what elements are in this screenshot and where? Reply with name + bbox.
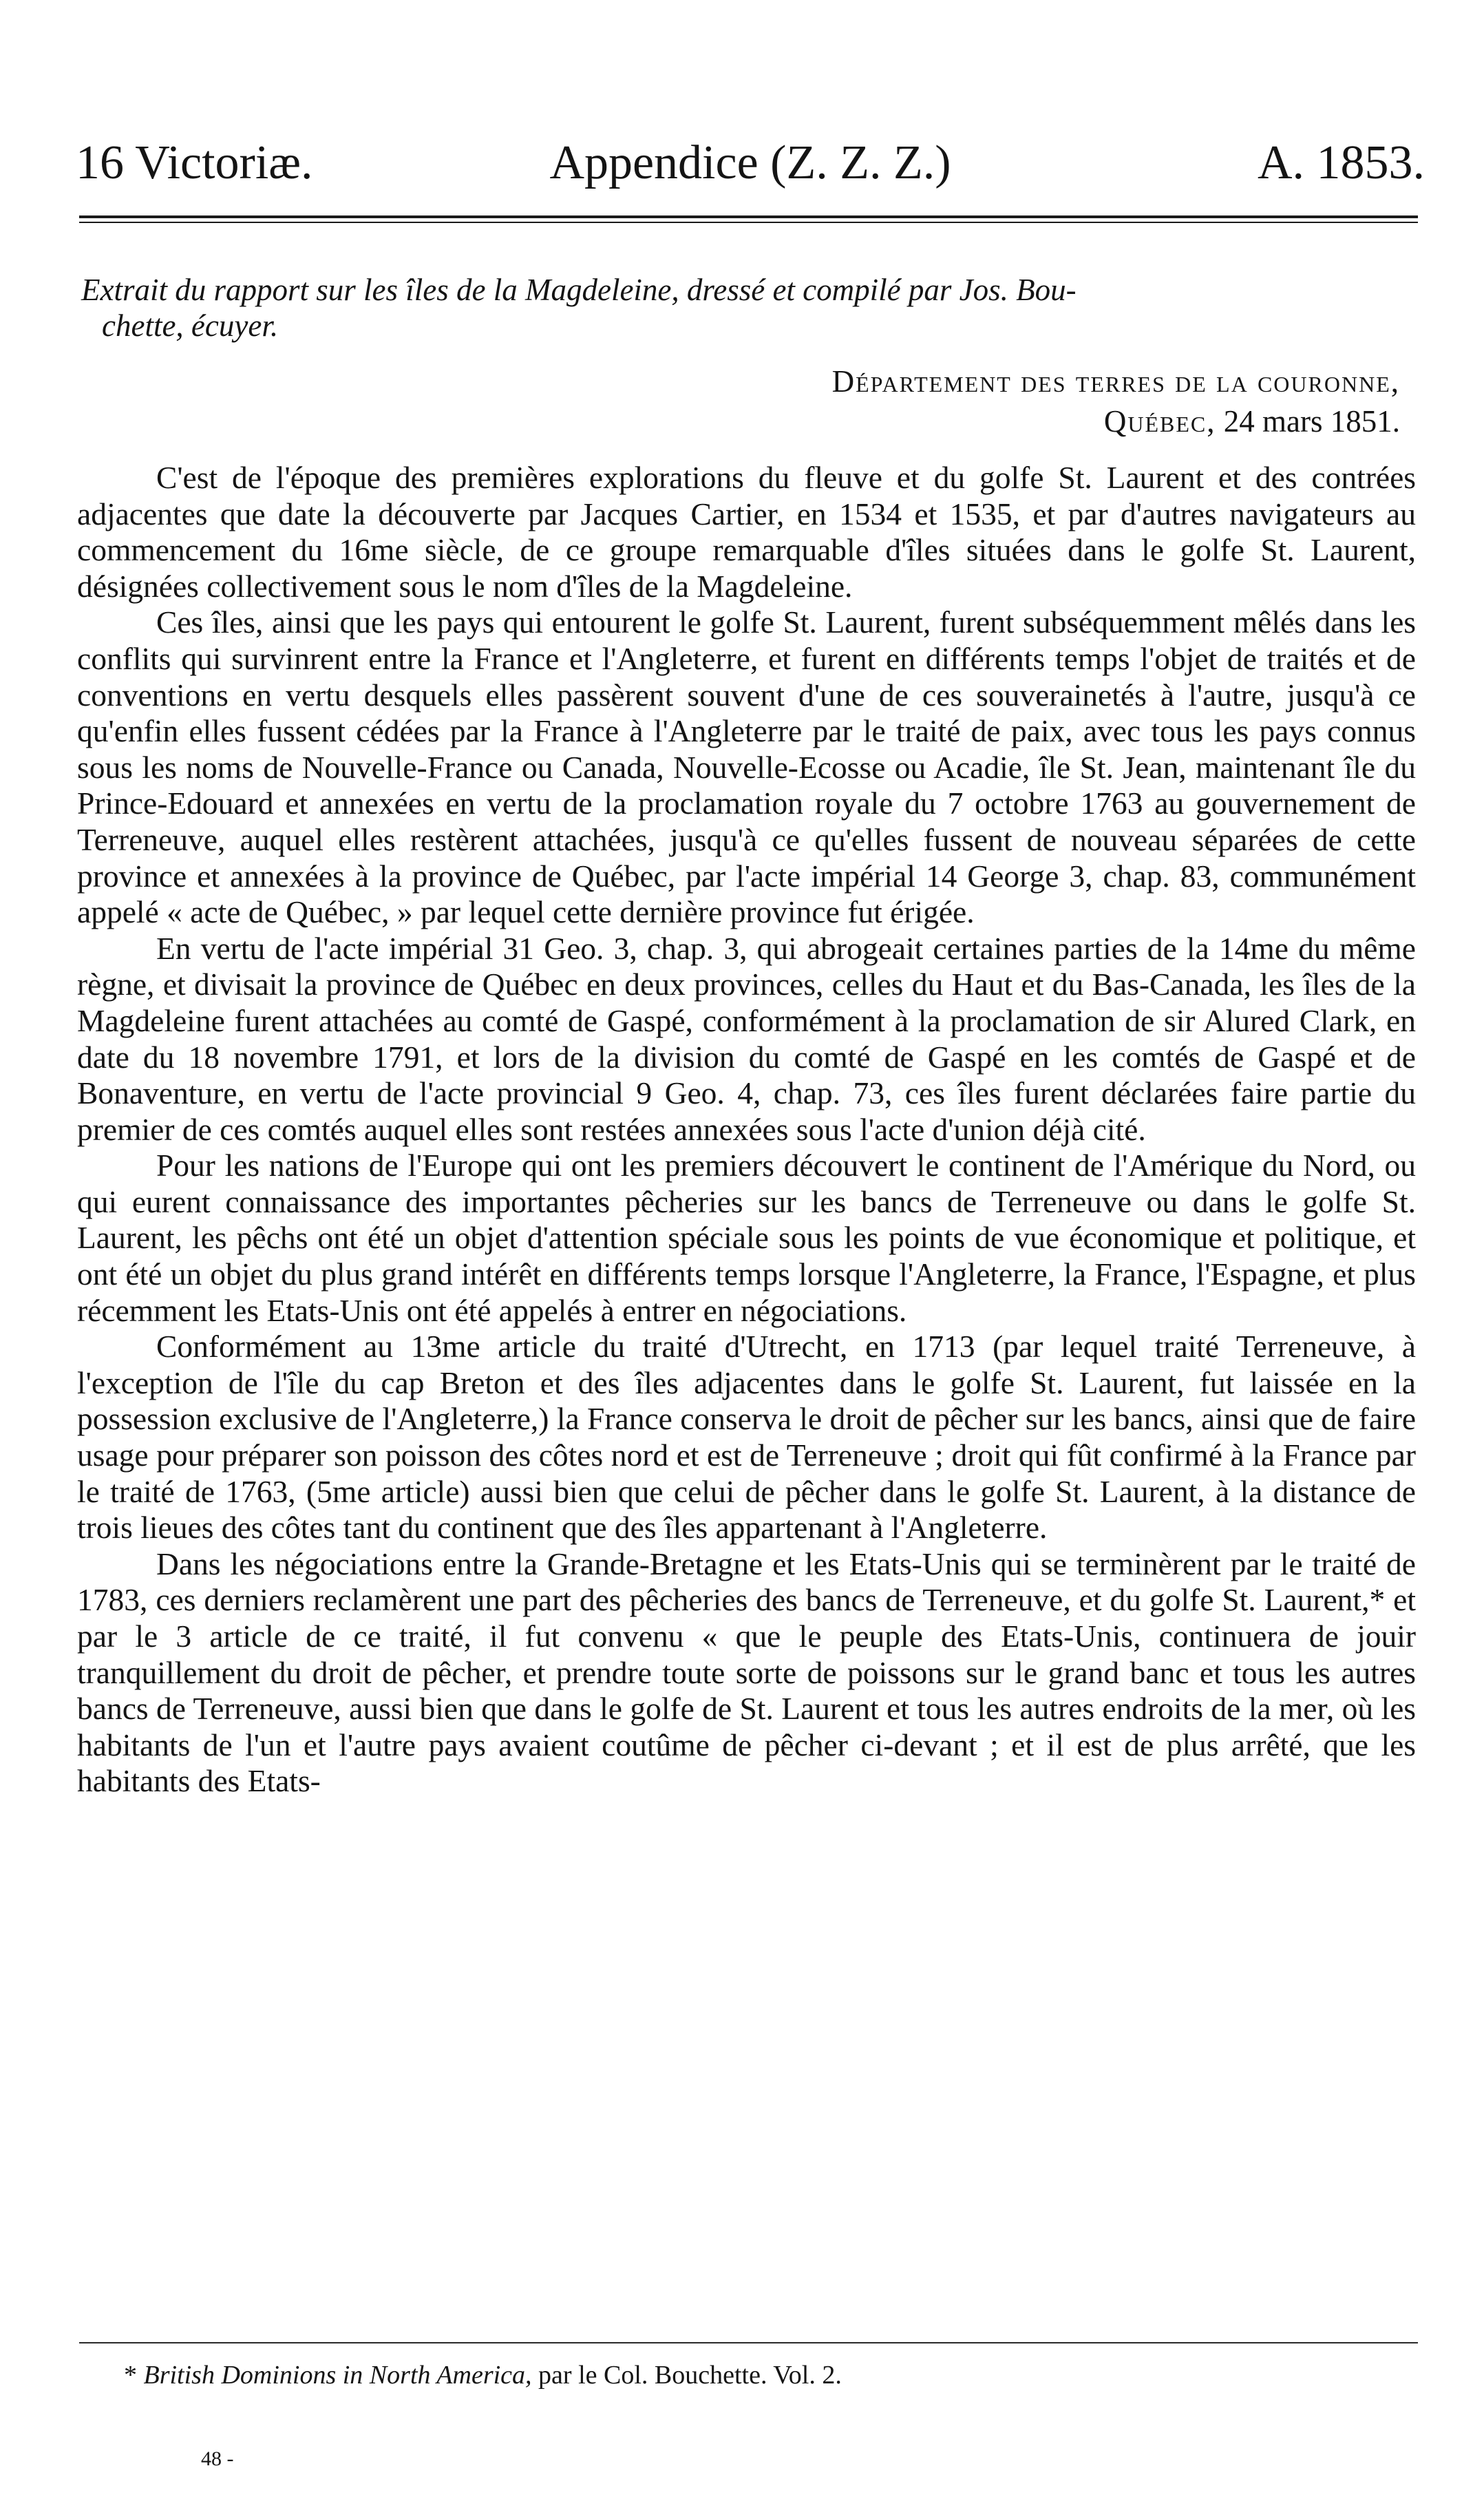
body-text (77, 460, 1416, 1800)
paragraph-5: Conformément au 13me article du traité d'Utrecht, en 1713 (par lequel traité Terreneuve, à l'exception de l'île du cap Breton et des îles adjacentes dans le golfe St. Laurent, fut laissée en la possession exclusive de l'Angleterre,) la France conserva le droit de pêcher sur les bancs, ainsi que de faire usage pour préparer son poisson des côtes nord et est de Terreneuve ; droit qui fût confirmé à la France par le traité de 1763, (5me article) aussi bien que celui de pêcher dans le golfe St. Laurent, à la distance de trois lieues des côtes tant du continent que des îles appartenant à l'Angleterre. (77, 1329, 1417, 1546)
header-year: A. 1853. (1257, 136, 1425, 189)
footnote (124, 2358, 1363, 2392)
paragraph-1: C'est de l'époque des premières explorations du fleuve et du golfe St. Laurent et des contrées adjacentes que date la découverte par Jacques Cartier, en 1534 et 1535, et par d'autres navigateurs au commencement du 16me siècle, de ce groupe remarquable d'îles situées dans le golfe St. Laurent, désignées collectivement sous le nom d'îles de la Magdeleine. (77, 460, 1416, 604)
dateline (436, 361, 1400, 441)
dateline-department: Département des terres de la couronne, (831, 364, 1400, 399)
paragraph-4: Pour les nations de l'Europe qui ont les premiers découvert le continent de l'Amérique du Nord, ou qui eurent connaissance des importantes pêcheries sur les bancs de Terreneuve ou dans le golfe St. Laurent, les pêchs ont été un objet d'attention spéciale sous les points de vue économique et politique, et ont été un objet du plus grand intérêt en différents temps lorsque l'Angleterre, la France, l'Espagne, et plus récemment les Etats-Unis ont été appelés à entrer en négociations. (77, 1148, 1416, 1328)
footnote-marker: * (124, 2361, 137, 2390)
header-rule-thick (79, 215, 1418, 218)
footnote-rest: par le Col. Bouchette. Vol. 2. (538, 2361, 842, 2390)
running-header (76, 125, 1425, 201)
dateline-date: 24 mars 1851. (1223, 404, 1400, 439)
footnote-source: British Dominions in North America, (143, 2361, 532, 2390)
title-line-1: Extrait du rapport sur les îles de la Magdeleine, dressé et compilé par Jos. Bou- (81, 273, 1077, 307)
title-line-2: chette, écuyer. (102, 308, 279, 343)
document-title (81, 272, 1413, 344)
header-rule-thin (79, 222, 1418, 223)
header-session: 16 Victoriæ. (76, 136, 313, 189)
dateline-place: Québec, (1103, 404, 1216, 439)
paragraph-6: Dans les négociations entre la Grande-Bretagne et les Etats-Unis qui se terminèrent par le traité de 1783, ces derniers reclamèrent une part des pêcheries des bancs de Terreneuve, et du golfe St. Laurent,* et par le 3 article de ce traité, il fut convenu « que le peuple des Etats-Unis, continuera de jouir tranquillement du droit de pêcher, et prendre toute sorte de poissons sur le grand banc et tous les autres bancs de Terreneuve, aussi bien que dans le golfe de St. Laurent et tous les autres endroits de la mer, où les habitants de l'un et l'autre pays avaient coutûme de pêcher ci-devant ; et il est de plus arrêté, que les habitants des Etats- (77, 1546, 1416, 1799)
paragraph-3: En vertu de l'acte impérial 31 Geo. 3, chap. 3, qui abrogeait certaines parties de la 14me du même règne, et divisait la province de Québec en deux provinces, celles du Haut et du Bas-Canada, les îles de la Magdeleine furent attachées au comté de Gaspé, conformément à la proclamation de sir Alured Clark, en date du 18 novembre 1791, et lors de la division du comté de Gaspé en les comtés de Gaspé et de Bonaventure, en vertu de l'acte provincial 9 Geo. 4, chap. 73, ces îles furent déclarées faire partie du premier de ces comtés auquel elles sont restées annexées sous l'acte d'union déjà cité. (77, 930, 1416, 1147)
dateline-place-date (436, 401, 1400, 441)
paragraph-2: Ces îles, ainsi que les pays qui entourent le golfe St. Laurent, furent subséquemment mêlés dans les conflits qui survinrent entre la France et l'Angleterre, et furent en différents temps l'objet de traités et de conventions en vertu desquels elles passèrent souvent d'une de ces souverainetés à l'autre, jusqu'à ce qu'enfin elles fussent cédées par la France à l'Angleterre par le traité de paix, avec tous les pays connus sous les noms de Nouvelle-France ou Canada, Nouvelle-Ecosse ou Acadie, île St. Jean, maintenant île du Prince-Edouard et annexées en vertu de la proclamation royale du 7 octobre 1763 au gouvernement de Terreneuve, auquel elles restèrent attachées, jusqu'à ce qu'elles fussent de nouveau séparées de cette province et annexées à la province de Québec, par l'acte impérial 14 George 3, chap. 83, communément appelé « acte de Québec, » par lequel cette dernière province fut érigée. (77, 604, 1416, 930)
footnote-rule (79, 2342, 1418, 2343)
header-appendix: Appendice (Z. Z. Z.) (549, 136, 951, 189)
page-number: 48 - (201, 2447, 234, 2470)
